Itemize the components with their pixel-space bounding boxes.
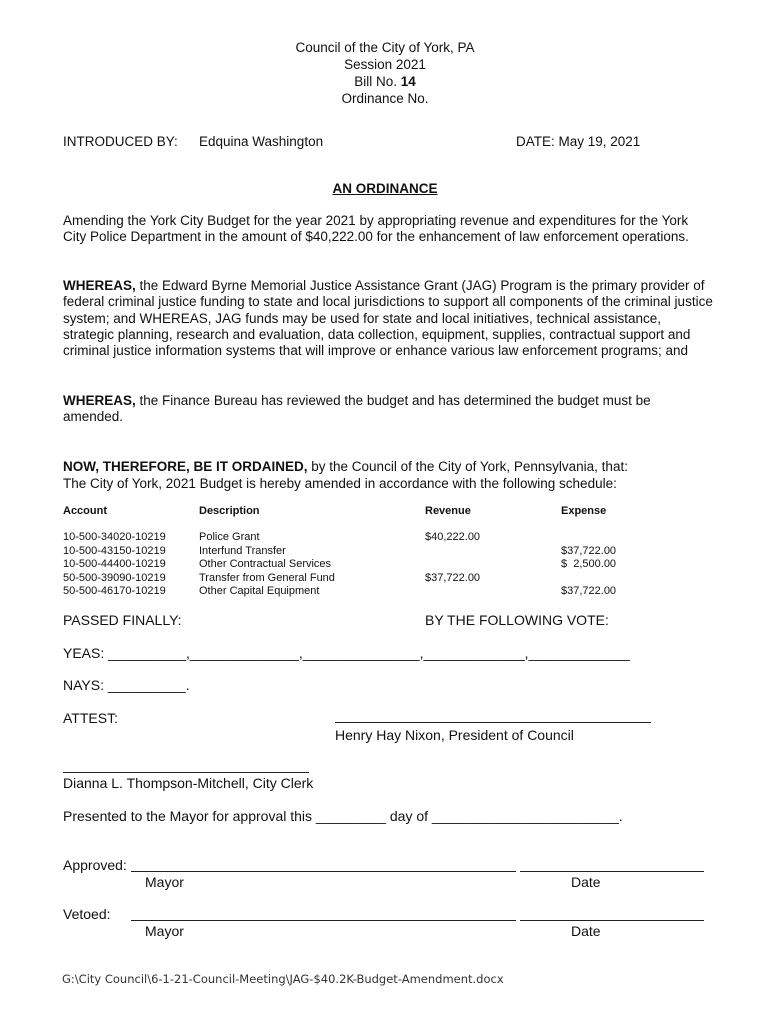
presented-to-mayor-line: Presented to the Mayor for approval this _________ day of ________________________. xyxy=(63,808,623,824)
approved-date-line xyxy=(520,871,704,872)
passed-finally-label: PASSED FINALLY: xyxy=(63,612,182,628)
introducer-name: Edquina Washington xyxy=(199,134,324,149)
president-signature-line xyxy=(335,722,651,723)
whereas-text-1: the Edward Byrne Memorial Justice Assistance Grant (JAG) Program is the primary provider of federal criminal justice funding to state and local jurisdictions to support all components of the criminal justice system; and WHEREAS, JAG funds may be used for state and local initiatives, technical assistance, strategic planning, research and evaluation, data collection, equipment, supplies, contractual support and criminal justice information systems that will improve or enhance various law enforcement programs; and xyxy=(63,278,713,359)
ordained-text: by the Council of the City of York, Pennsylvania, that: xyxy=(307,459,628,474)
approved-date-caption: Date xyxy=(571,874,601,890)
table-cell-account: 10-500-34020-10219 xyxy=(63,531,166,543)
following-vote-label: BY THE FOLLOWING VOTE: xyxy=(425,612,609,628)
ordained-schedule-line: The City of York, 2021 Budget is hereby amended in accordance with the following schedule: xyxy=(63,476,617,491)
vetoed-date-caption: Date xyxy=(571,923,601,939)
whereas-text-2: the Finance Bureau has reviewed the budget and has determined the budget must be amended. xyxy=(63,393,651,425)
file-path-footer: G:\City Council\6-1-21-Council-Meeting\JAG-$40.2K-Budget-Amendment.docx xyxy=(62,972,504,986)
session-heading: Session 2021 xyxy=(344,57,426,72)
ordinance-title: AN ORDINANCE xyxy=(332,181,438,196)
vetoed-label: Vetoed: xyxy=(63,906,111,922)
nays-line: NAYS: __________. xyxy=(63,677,190,693)
table-header-expense: Expense xyxy=(561,505,607,517)
table-cell-description: Other Capital Equipment xyxy=(199,585,320,597)
table-cell-revenue: $40,222.00 xyxy=(425,531,481,543)
ordained-lead: NOW, THEREFORE, BE IT ORDAINED, xyxy=(63,459,308,474)
table-cell-expense: $ 2,500.00 xyxy=(561,558,617,570)
table-cell-description: Interfund Transfer xyxy=(199,544,286,557)
table-cell-expense: $37,722.00 xyxy=(561,544,617,557)
table-cell-account: 10-500-44400-10219 xyxy=(63,558,166,570)
introduced-date: DATE: May 19, 2021 xyxy=(516,134,641,149)
whereas-lead-2: WHEREAS, xyxy=(63,393,136,408)
table-cell-description: Police Grant xyxy=(199,531,260,543)
approved-mayor-caption: Mayor xyxy=(145,874,184,890)
president-name: Henry Hay Nixon, President of Council xyxy=(335,727,574,743)
yeas-line: YEAS: __________,______________,_______________,_____________,_____________ xyxy=(63,645,630,661)
clerk-signature-line xyxy=(63,772,309,773)
table-cell-account: 50-500-39090-10219 xyxy=(63,571,166,584)
whereas-paragraph-1 xyxy=(63,278,713,359)
purpose-paragraph: Amending the York City Budget for the year 2021 by appropriating revenue and expenditures for the York City Police Department in the amount of $40,222.00 for the enhancement of law enforcement operations. xyxy=(63,213,689,245)
ordained-paragraph xyxy=(63,459,713,475)
clerk-name: Dianna L. Thompson-Mitchell, City Clerk xyxy=(63,775,314,791)
attest-label: ATTEST: xyxy=(63,710,118,726)
vetoed-date-line xyxy=(520,920,704,921)
table-header-description: Description xyxy=(199,505,260,517)
bill-number-heading xyxy=(0,73,770,90)
council-heading: Council of the City of York, PA xyxy=(295,40,475,55)
whereas-lead-1: WHEREAS, xyxy=(63,278,136,293)
bill-number: 14 xyxy=(400,74,416,89)
table-cell-revenue: $37,722.00 xyxy=(425,571,481,584)
table-cell-description: Other Contractual Services xyxy=(199,558,332,570)
vetoed-mayor-signature-line xyxy=(131,920,516,921)
table-cell-expense: $37,722.00 xyxy=(561,585,617,597)
approved-label: Approved: xyxy=(63,857,127,873)
table-cell-description: Transfer from General Fund xyxy=(199,571,335,584)
ordinance-number-heading: Ordinance No. xyxy=(341,91,429,106)
whereas-paragraph-2 xyxy=(63,393,713,426)
introduced-by-label: INTRODUCED BY: xyxy=(63,134,178,149)
table-cell-account: 10-500-43150-10219 xyxy=(63,544,166,557)
table-header-revenue: Revenue xyxy=(425,505,471,517)
table-header-account: Account xyxy=(63,505,107,517)
vetoed-mayor-caption: Mayor xyxy=(145,923,184,939)
table-cell-account: 50-500-46170-10219 xyxy=(63,585,166,597)
bill-label: Bill No. xyxy=(354,74,397,89)
approved-mayor-signature-line xyxy=(131,871,516,872)
